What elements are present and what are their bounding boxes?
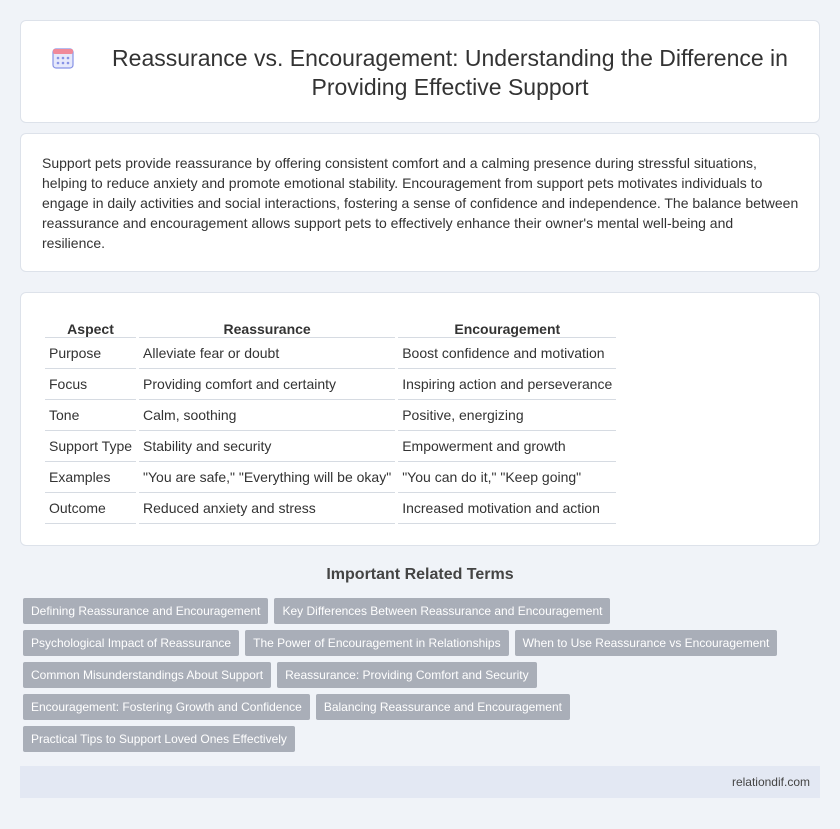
table-cell-reassurance: Alleviate fear or doubt (139, 338, 395, 369)
table-cell-aspect: Examples (45, 462, 136, 493)
table-cell-reassurance: Providing comfort and certainty (139, 369, 395, 400)
related-term-tag[interactable]: When to Use Reassurance vs Encouragement (515, 630, 778, 656)
table-cell-aspect: Focus (45, 369, 136, 400)
related-term-tag[interactable]: Defining Reassurance and Encouragement (23, 598, 268, 624)
page-title: Reassurance vs. Encouragement: Understanding the Difference in Providing Effective Support (112, 45, 788, 100)
intro-card (20, 133, 820, 272)
table-cell-reassurance: Stability and security (139, 431, 395, 462)
table-cell-encouragement: Increased motivation and action (398, 493, 616, 524)
column-header-aspect: Aspect (45, 315, 136, 338)
table-row (45, 493, 616, 524)
comparison-card (20, 292, 820, 546)
table-row (45, 369, 616, 400)
table-cell-reassurance: Reduced anxiety and stress (139, 493, 395, 524)
column-header-reassurance: Reassurance (139, 315, 395, 338)
intro-paragraph: Support pets provide reassurance by offering consistent comfort and a calming presence during stressful situations, helping to reduce anxiety and promote emotional stability. Encouragement from support pets motivates individuals to engage in daily activities and social interactions, fostering a sense of confidence and independence. The balance between reassurance and encouragement allows support pets to effectively enhance their owner's mental well-being and resilience. (42, 155, 799, 251)
table-cell-encouragement: Inspiring action and perseverance (398, 369, 616, 400)
related-term-tag[interactable]: Key Differences Between Reassurance and Encouragement (274, 598, 610, 624)
related-term-tag[interactable]: Psychological Impact of Reassurance (23, 630, 239, 656)
table-cell-aspect: Support Type (45, 431, 136, 462)
table-cell-encouragement: "You can do it," "Keep going" (398, 462, 616, 493)
related-term-tag[interactable]: Practical Tips to Support Loved Ones Effectively (23, 726, 295, 752)
related-term-tag[interactable]: Reassurance: Providing Comfort and Security (277, 662, 536, 688)
table-header-row (45, 315, 616, 338)
comparison-table (42, 315, 619, 524)
table-row (45, 431, 616, 462)
table-cell-reassurance: "You are safe," "Everything will be okay" (139, 462, 395, 493)
table-cell-encouragement: Positive, energizing (398, 400, 616, 431)
related-terms-title: Important Related Terms (326, 566, 514, 583)
related-term-tag[interactable]: Common Misunderstandings About Support (23, 662, 271, 688)
table-cell-encouragement: Boost confidence and motivation (398, 338, 616, 369)
related-term-tag[interactable]: Balancing Reassurance and Encouragement (316, 694, 570, 720)
table-cell-aspect: Tone (45, 400, 136, 431)
table-cell-encouragement: Empowerment and growth (398, 431, 616, 462)
table-row (45, 400, 616, 431)
related-term-tag[interactable]: Encouragement: Fostering Growth and Confidence (23, 694, 310, 720)
column-header-encouragement: Encouragement (398, 315, 616, 338)
footer (20, 766, 820, 798)
related-terms-list (23, 598, 803, 752)
related-term-tag[interactable]: The Power of Encouragement in Relationships (245, 630, 508, 656)
header-card (20, 20, 820, 123)
table-row (45, 462, 616, 493)
footer-site-link[interactable]: relationdif.com (731, 775, 810, 789)
table-cell-reassurance: Calm, soothing (139, 400, 395, 431)
table-cell-aspect: Purpose (45, 338, 136, 369)
table-row (45, 338, 616, 369)
calendar-icon (51, 46, 75, 70)
table-cell-aspect: Outcome (45, 493, 136, 524)
